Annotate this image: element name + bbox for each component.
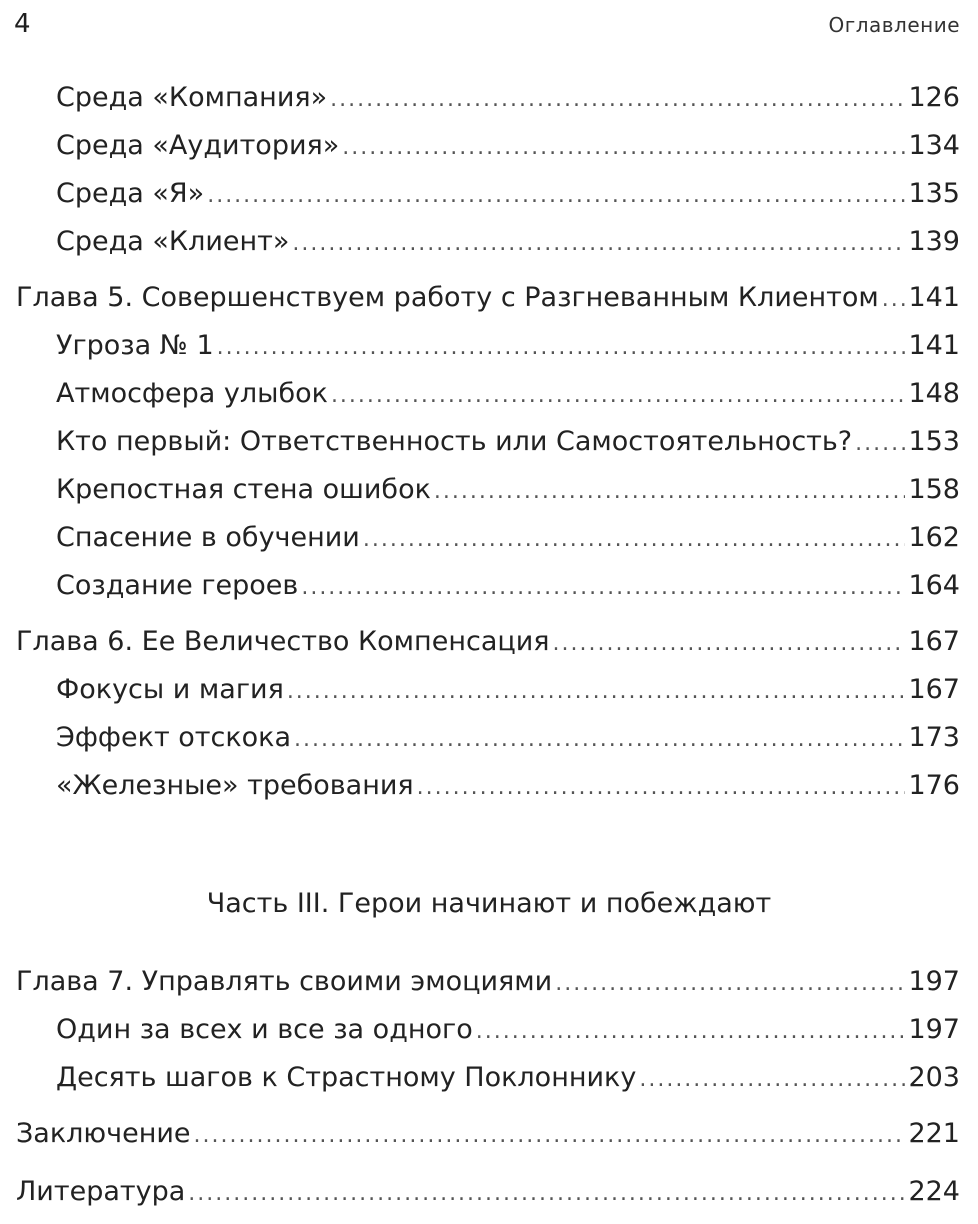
toc-entry <box>56 470 960 512</box>
toc-entry-page: 197 <box>908 1014 960 1045</box>
toc-entry-page: 135 <box>908 178 960 209</box>
toc-chapter-entry <box>16 1114 960 1156</box>
toc-entry-page: 141 <box>908 282 960 313</box>
page-number: 4 <box>14 9 31 39</box>
toc-entry-title: Угроза № 1 <box>56 330 214 361</box>
dot-leader <box>639 1060 905 1100</box>
dot-leader <box>207 176 905 216</box>
dot-leader <box>553 624 906 664</box>
toc-entry <box>56 326 960 368</box>
toc-entry-page: 167 <box>908 674 960 705</box>
toc-chapter-entry <box>16 622 960 664</box>
toc-entry-page: 224 <box>908 1176 960 1207</box>
dot-leader <box>217 328 906 368</box>
toc-entry-page: 153 <box>908 426 960 457</box>
toc-entry-page: 221 <box>908 1118 960 1149</box>
dot-leader <box>194 1116 906 1156</box>
dot-leader <box>434 472 906 512</box>
toc-entry-page: 197 <box>908 966 960 997</box>
dot-leader <box>292 224 905 264</box>
toc-chapter-entry <box>16 1172 960 1214</box>
toc-entry-page: 141 <box>908 330 960 361</box>
toc-entry <box>56 126 960 168</box>
toc-entry-title: Среда «Компания» <box>56 82 328 113</box>
part-title: Часть III. Герои начинают и побеждают <box>206 888 772 919</box>
toc-entry-title: Кто первый: Ответственность или Самостоятельность? <box>56 426 853 457</box>
toc-entry <box>56 374 960 416</box>
dot-leader <box>342 128 905 168</box>
toc-chapter-entry <box>16 278 960 320</box>
dot-leader <box>287 672 906 712</box>
toc-entry-title: Крепостная стена ошибок <box>56 474 431 505</box>
toc-entry-title: Эффект отскока <box>56 722 292 753</box>
toc-entry-title: Создание героев <box>56 570 299 601</box>
toc-entry <box>56 1058 960 1100</box>
toc-entry-page: 148 <box>908 378 960 409</box>
toc-entry-title: Среда «Я» <box>56 178 205 209</box>
toc-entry-title: Среда «Клиент» <box>56 226 290 257</box>
dot-leader <box>882 280 906 320</box>
toc-entry-title: Глава 6. Ее Величество Компенсация <box>16 626 550 657</box>
toc-entry-page: 162 <box>908 522 960 553</box>
toc-entry-title: Глава 7. Управлять своими эмоциями <box>16 966 553 997</box>
toc-entry-page: 176 <box>908 770 960 801</box>
toc-entry <box>56 670 960 712</box>
toc-entry <box>56 766 960 808</box>
toc-entry-page: 158 <box>908 474 960 505</box>
dot-leader <box>855 424 905 464</box>
dot-leader <box>301 568 905 608</box>
toc-entry-title: Один за всех и все за одного <box>56 1014 473 1045</box>
toc-entry <box>56 566 960 608</box>
toc-entry <box>56 222 960 264</box>
toc-entry-title: «Железные» требования <box>56 770 414 801</box>
toc-entry-title: Атмосфера улыбок <box>56 378 328 409</box>
toc-entry <box>56 174 960 216</box>
toc-entry-title: Литература <box>16 1176 186 1207</box>
toc-entry-page: 134 <box>908 130 960 161</box>
dot-leader <box>188 1174 905 1214</box>
toc-entry <box>56 518 960 560</box>
toc-entry <box>56 1010 960 1052</box>
toc-entry <box>56 422 960 464</box>
dot-leader <box>331 376 906 416</box>
toc-entry-title: Десять шагов к Страстному Поклоннику <box>56 1062 637 1093</box>
toc-entry <box>56 78 960 120</box>
dot-leader <box>555 964 905 1004</box>
dot-leader <box>294 720 905 760</box>
toc-entry-page: 173 <box>908 722 960 753</box>
toc-entry-page: 126 <box>908 82 960 113</box>
running-head: Оглавление <box>828 13 960 37</box>
toc-chapter-entry <box>16 962 960 1004</box>
toc-entry <box>56 718 960 760</box>
dot-leader <box>330 80 905 120</box>
toc-entry-title: Среда «Аудитория» <box>56 130 340 161</box>
toc-entry-page: 203 <box>908 1062 960 1093</box>
dot-leader <box>417 768 906 808</box>
dot-leader <box>363 520 906 560</box>
dot-leader <box>476 1012 906 1052</box>
toc-entry-title: Спасение в обучении <box>56 522 360 553</box>
toc-entry-title: Глава 5. Совершенствуем работу с Разгневанным Клиентом <box>16 282 879 313</box>
toc-entry-page: 139 <box>908 226 960 257</box>
toc-entry-title: Заключение <box>16 1118 191 1149</box>
toc-entry-title: Фокусы и магия <box>56 674 284 705</box>
toc-entry-page: 167 <box>908 626 960 657</box>
toc-entry-page: 164 <box>908 570 960 601</box>
